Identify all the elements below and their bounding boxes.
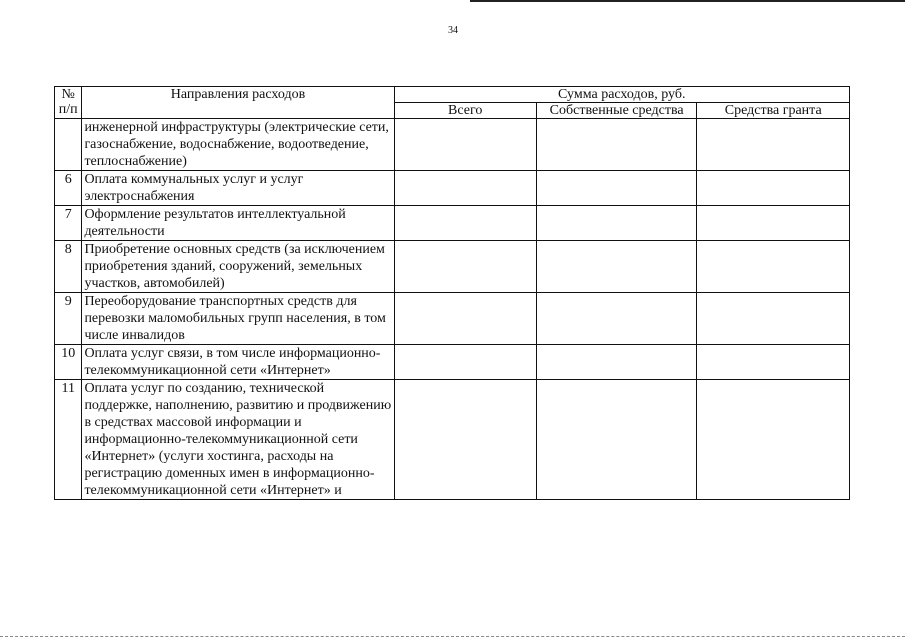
page-bottom-edge — [0, 636, 905, 637]
row-number: 11 — [55, 380, 82, 500]
row-direction: Приобретение основных средств (за исключением приобретения зданий, сооружений, земельных участков, автомобилей) — [82, 241, 394, 293]
cell-own-funds — [536, 206, 697, 241]
cell-own-funds — [536, 171, 697, 206]
row-direction: Переоборудование транспортных средств для перевозки маломобильных групп населения, в том числе инвалидов — [82, 293, 394, 345]
cell-grant-funds — [697, 119, 850, 171]
page-top-edge — [470, 0, 905, 2]
row-number: 8 — [55, 241, 82, 293]
cell-grant-funds — [697, 171, 850, 206]
row-number — [55, 119, 82, 171]
cell-grant-funds — [697, 206, 850, 241]
cell-own-funds — [536, 119, 697, 171]
header-direction: Направления расходов — [82, 87, 394, 119]
row-direction: Оплата услуг связи, в том числе информационно-телекоммуникационной сети «Интернет» — [82, 345, 394, 380]
header-number — [55, 87, 82, 119]
cell-total — [394, 293, 536, 345]
row-number: 10 — [55, 345, 82, 380]
expenses-table — [54, 86, 850, 500]
cell-total — [394, 345, 536, 380]
table-row — [55, 241, 850, 293]
header-total: Всего — [394, 103, 536, 119]
cell-grant-funds — [697, 345, 850, 380]
row-direction: инженерной инфраструктуры (электрические сети, газоснабжение, водоснабжение, водоотведение, теплоснабжение) — [82, 119, 394, 171]
header-number-label: № п/п — [58, 87, 78, 117]
header-sum: Сумма расходов, руб. — [394, 87, 849, 103]
header-grant-funds: Средства гранта — [697, 103, 850, 119]
row-direction: Оплата коммунальных услуг и услуг электроснабжения — [82, 171, 394, 206]
cell-total — [394, 380, 536, 500]
table-row — [55, 380, 850, 500]
row-direction: Оплата услуг по созданию, технической поддержке, наполнению, развитию и продвижению в средствах массовой информации и информационно-телекоммуникационной сети «Интернет» (услуги хостинга, расходы на регистрацию доменных имен в информационно-телекоммуникационной сети «Интернет» и — [82, 380, 394, 500]
cell-own-funds — [536, 293, 697, 345]
row-number: 7 — [55, 206, 82, 241]
table-row — [55, 119, 850, 171]
cell-total — [394, 241, 536, 293]
table-row — [55, 206, 850, 241]
cell-own-funds — [536, 241, 697, 293]
row-number: 9 — [55, 293, 82, 345]
table-row — [55, 171, 850, 206]
table-row — [55, 293, 850, 345]
cell-total — [394, 119, 536, 171]
cell-total — [394, 171, 536, 206]
row-number: 6 — [55, 171, 82, 206]
cell-own-funds — [536, 380, 697, 500]
page-number: 34 — [448, 25, 458, 36]
cell-grant-funds — [697, 380, 850, 500]
header-own-funds: Собственные средства — [536, 103, 697, 119]
cell-total — [394, 206, 536, 241]
row-direction: Оформление результатов интеллектуальной деятельности — [82, 206, 394, 241]
cell-own-funds — [536, 345, 697, 380]
cell-grant-funds — [697, 241, 850, 293]
cell-grant-funds — [697, 293, 850, 345]
table-row — [55, 345, 850, 380]
